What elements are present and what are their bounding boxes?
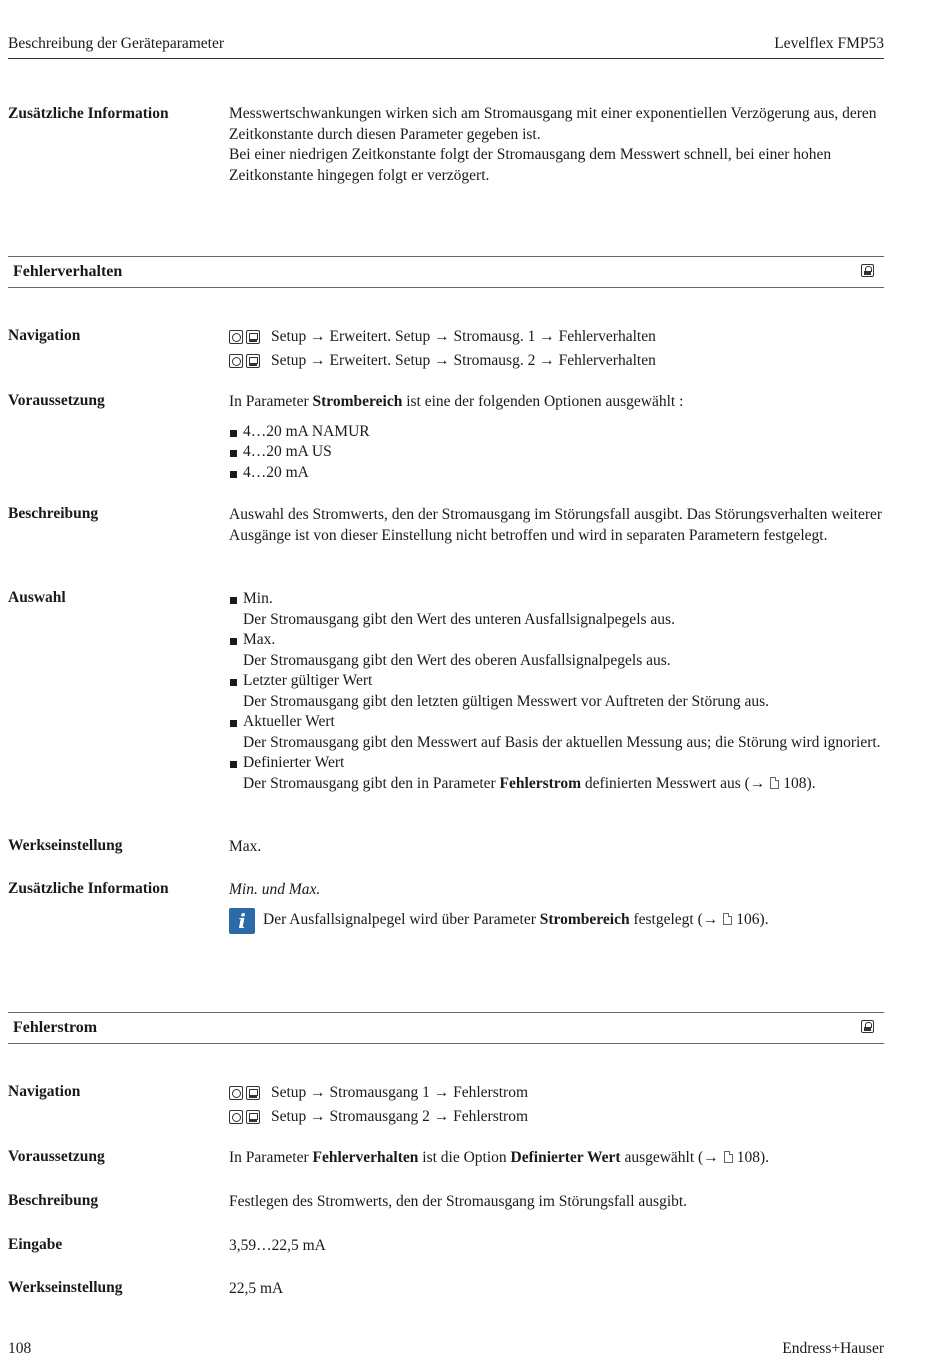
top-info-label: Zusätzliche Information [8,105,169,122]
s2-nav-row-2 [229,1107,885,1131]
s1-info-note [229,908,885,936]
list-item: Min. Der Stromausgang gibt den Wert des unteren Ausfallsignalpegels aus. [229,589,885,630]
section-bar-fehlerstrom [8,1012,884,1044]
s2-prerequisite-label: Voraussetzung [8,1148,105,1165]
display-icon [246,1110,260,1124]
s2-description-text: Festlegen des Stromwerts, den der Stromausgang im Störungsfall ausgibt. [229,1193,688,1210]
section-bar-fehlerverhalten [8,256,884,288]
header-section-title: Beschreibung der Geräteparameter [8,35,225,52]
list-item: 4…20 mA NAMUR [229,422,885,443]
list-item: Aktueller Wert Der Stromausgang gibt den Messwert auf Basis der aktuellen Messung aus; die Störung wird ignoriert. [229,712,885,753]
page-number: 108 [8,1340,32,1357]
info-icon: i [229,908,255,934]
s1-info-note-text: Der Ausfallsignalpegel wird über Parameter Strombereich festgelegt (→ 106). [263,911,769,928]
s2-description-label: Beschreibung [8,1192,99,1209]
lock-icon [861,1020,874,1033]
s2-input-range: 3,59…22,5 mA [229,1237,326,1254]
s1-prerequisite-text: In Parameter Strombereich ist eine der folgenden Optionen ausgewählt : [229,393,684,410]
s2-nav-path-2: Setup → Stromausgang 2 → Fehlerstrom [271,1107,529,1125]
s2-prerequisite-text: In Parameter Fehlerverhalten ist die Option Definierter Wert ausgewählt (→ 108). [229,1149,769,1166]
section-title-fehlerstrom: Fehlerstrom [13,1019,98,1036]
s1-prerequisite-list [229,422,885,484]
s1-navigation-label: Navigation [8,327,81,344]
top-info-line-1: Messwertschwankungen wirken sich am Stromausgang mit einer exponentiellen Verzögerung aus, deren Zeitkonstante durch diesen Parameter gegeben ist. [229,105,877,143]
s1-prerequisite-content [229,392,885,483]
header-rule [8,58,884,59]
keypad-icon [229,330,243,344]
s1-info-label: Zusätzliche Information [8,880,169,897]
s1-navigation-paths [229,327,885,374]
list-item: Definierter Wert Der Stromausgang gibt den in Parameter Fehlerstrom definierten Messwert aus (→ 108). [229,753,885,794]
s1-factory-value: Max. [229,838,262,855]
page-ref-icon [770,777,779,789]
display-icon [246,354,260,368]
keypad-icon [229,354,243,368]
display-icon [246,330,260,344]
list-item: 4…20 mA US [229,442,885,463]
s1-selection-content [229,589,885,794]
s1-nav-path-1: Setup → Erweitert. Setup → Stromausg. 1 → Fehlerverhalten [271,328,656,345]
list-item: Max. Der Stromausgang gibt den Wert des oberen Ausfallsignalpegels aus. [229,630,885,671]
footer-brand: Endress+Hauser [782,1340,884,1357]
keypad-icon [229,1086,243,1100]
s2-input-label: Eingabe [8,1236,63,1253]
s1-factory-label: Werkseinstellung [8,837,123,854]
list-item: 4…20 mA [229,463,885,484]
top-info-content [229,104,885,186]
s1-description-label: Beschreibung [8,505,99,522]
page-ref-icon [723,913,732,925]
s2-navigation-label: Navigation [8,1083,81,1100]
s1-nav-row-2 [229,351,885,375]
top-info-line-2: Bei einer niedrigen Zeitkonstante folgt der Stromausgang dem Messwert schnell, bei einer hohen Zeitkonstante hingegen folgt er verzögert. [229,146,832,184]
list-item: Letzter gültiger Wert Der Stromausgang gibt den letzten gültigen Messwert vor Auftreten der Störung aus. [229,671,885,712]
s1-description-text: Auswahl des Stromwerts, den der Stromausgang im Störungsfall ausgibt. Das Störungsverhalten weiterer Ausgänge ist von dieser Einstellung nicht betroffen und wird in separaten Parametern festgelegt. [229,506,883,544]
keypad-icon [229,1110,243,1124]
s1-nav-path-2: Setup → Erweitert. Setup → Stromausg. 2 → Fehlerverhalten [271,351,656,369]
s1-info-heading: Min. und Max. [229,881,321,898]
s2-factory-value: 22,5 mA [229,1280,284,1297]
s1-prerequisite-label: Voraussetzung [8,392,105,409]
display-icon [246,1086,260,1100]
s2-nav-row-1 [229,1083,885,1107]
s2-navigation-paths [229,1083,885,1130]
header-product-name: Levelflex FMP53 [774,35,884,52]
lock-icon [861,264,874,277]
s1-nav-row-1 [229,327,885,351]
section-title-fehlerverhalten: Fehlerverhalten [13,263,123,280]
s1-selection-label: Auswahl [8,589,66,606]
page-ref-icon [724,1151,733,1163]
s2-factory-label: Werkseinstellung [8,1279,123,1296]
s2-nav-path-1: Setup → Stromausgang 1 → Fehlerstrom [271,1084,529,1101]
s1-selection-list [229,589,885,794]
